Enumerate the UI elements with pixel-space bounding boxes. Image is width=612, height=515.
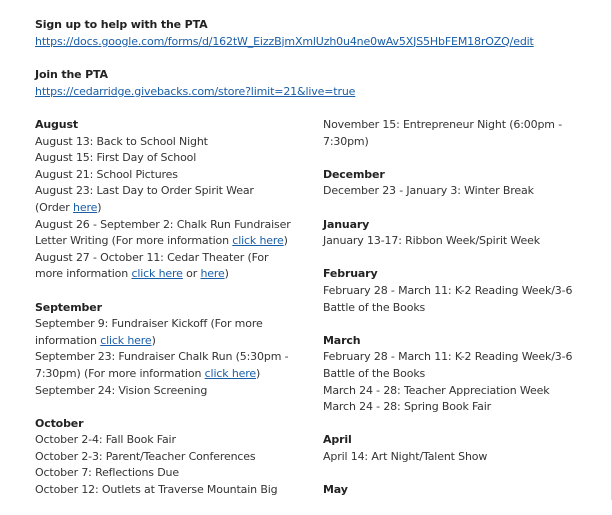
section-january xyxy=(323,217,593,250)
event-text: Letter Writing (For more information xyxy=(35,234,233,248)
kickoff-click-here-link[interactable]: click here xyxy=(100,333,152,347)
event-reflections-due: October 7: Reflections Due xyxy=(35,466,179,480)
month-heading-september: September xyxy=(35,300,102,314)
event-battle-of-the-books-march: Battle of the Books xyxy=(323,366,426,380)
event-cedar-theater: August 27 - October 11: Cedar Theater (For xyxy=(35,250,269,264)
event-fundraiser-chalk-run-info xyxy=(35,366,305,383)
month-heading-may: May xyxy=(323,483,348,497)
calendar-right-column xyxy=(323,117,593,515)
event-fundraiser-kickoff-info xyxy=(35,333,305,350)
month-heading-december: December xyxy=(323,167,385,181)
event-winter-break: December 23 - January 3: Winter Break xyxy=(323,184,534,198)
signup-heading: Sign up to help with the PTA xyxy=(35,18,208,31)
cedar-theater-click-here-link[interactable]: click here xyxy=(131,267,183,281)
event-text: ) xyxy=(256,366,261,380)
section-november-continued xyxy=(323,117,593,150)
event-reading-week: February 28 - March 11: K-2 Reading Week/3-6 xyxy=(323,283,573,297)
event-text: information xyxy=(35,333,101,347)
signup-block xyxy=(35,17,595,50)
section-september xyxy=(35,300,305,400)
event-battle-of-the-books: Battle of the Books xyxy=(323,300,426,314)
event-text: or xyxy=(182,267,201,281)
event-text: ) xyxy=(97,200,102,214)
month-heading-april: April xyxy=(323,433,352,447)
event-art-night-talent-show: April 14: Art Night/Talent Show xyxy=(323,449,488,463)
event-parent-teacher-conferences: October 2-3: Parent/Teacher Conferences xyxy=(35,449,256,463)
month-heading-october: October xyxy=(35,416,84,430)
month-heading-august: August xyxy=(35,118,78,131)
section-august xyxy=(35,117,305,283)
event-school-pictures: August 21: School Pictures xyxy=(35,167,178,181)
calendar-left-column xyxy=(35,117,305,515)
event-text: more information xyxy=(35,267,132,281)
event-text: 7:30pm) (For more information xyxy=(35,366,205,380)
event-first-day-of-school: August 15: First Day of School xyxy=(35,151,197,165)
event-text: ) xyxy=(151,333,156,347)
join-block xyxy=(35,67,595,100)
event-fundraiser-chalk-run: September 23: Fundraiser Chalk Run (5:30pm - xyxy=(35,350,289,364)
join-heading: Join the PTA xyxy=(35,68,108,81)
section-april xyxy=(323,432,593,465)
event-teacher-appreciation-week: March 24 - 28: Teacher Appreciation Week xyxy=(323,383,550,397)
section-december xyxy=(323,167,593,200)
month-heading-march: March xyxy=(323,333,361,347)
event-fundraiser-kickoff: September 9: Fundraiser Kickoff (For more xyxy=(35,317,263,331)
event-spring-book-fair: March 24 - 28: Spring Book Fair xyxy=(323,400,492,414)
event-outlets-traverse-mountain: October 12: Outlets at Traverse Mountain Big xyxy=(35,483,278,497)
join-store-link[interactable]: https://cedarridge.givebacks.com/store?limit=21&live=true xyxy=(35,84,356,98)
event-reading-week-march: February 28 - March 11: K-2 Reading Week/3-6 xyxy=(323,350,573,364)
event-spirit-wear: August 23: Last Day to Order Spirit Wear xyxy=(35,184,254,198)
event-chalk-run-fundraiser: August 26 - September 2: Chalk Run Fundraiser xyxy=(35,217,291,231)
letter-writing-click-here-link[interactable]: click here xyxy=(232,234,284,248)
section-may xyxy=(323,482,593,499)
cedar-theater-here-link[interactable]: here xyxy=(200,267,225,281)
section-october xyxy=(35,416,305,499)
section-february xyxy=(323,266,593,316)
event-fall-book-fair: October 2-4: Fall Book Fair xyxy=(35,433,176,447)
spirit-wear-here-link[interactable]: here xyxy=(73,200,98,214)
chalk-run-click-here-link[interactable]: click here xyxy=(204,366,257,380)
event-spirit-wear-order xyxy=(35,200,305,217)
event-cedar-theater-info xyxy=(35,266,305,283)
event-text: (Order xyxy=(35,200,73,214)
signup-form-link[interactable]: https://docs.google.com/forms/d/162tW_EizzBjmXmlUzh0u4ne0wAv5XJS5HbFEM18rOZQ/edit xyxy=(35,34,534,48)
event-back-to-school-night: August 13: Back to School Night xyxy=(35,134,208,148)
event-entrepreneur-night-time: 7:30pm) xyxy=(323,134,369,148)
month-heading-january: January xyxy=(323,217,370,231)
event-entrepreneur-night: November 15: Entrepreneur Night (6:00pm - xyxy=(323,118,563,131)
section-march xyxy=(323,333,593,416)
month-heading-february: February xyxy=(323,267,378,281)
event-text: ) xyxy=(224,267,229,281)
event-letter-writing xyxy=(35,233,305,250)
event-ribbon-week: January 13-17: Ribbon Week/Spirit Week xyxy=(323,234,540,248)
event-text: ) xyxy=(283,234,288,248)
event-vision-screening: September 24: Vision Screening xyxy=(35,383,208,397)
